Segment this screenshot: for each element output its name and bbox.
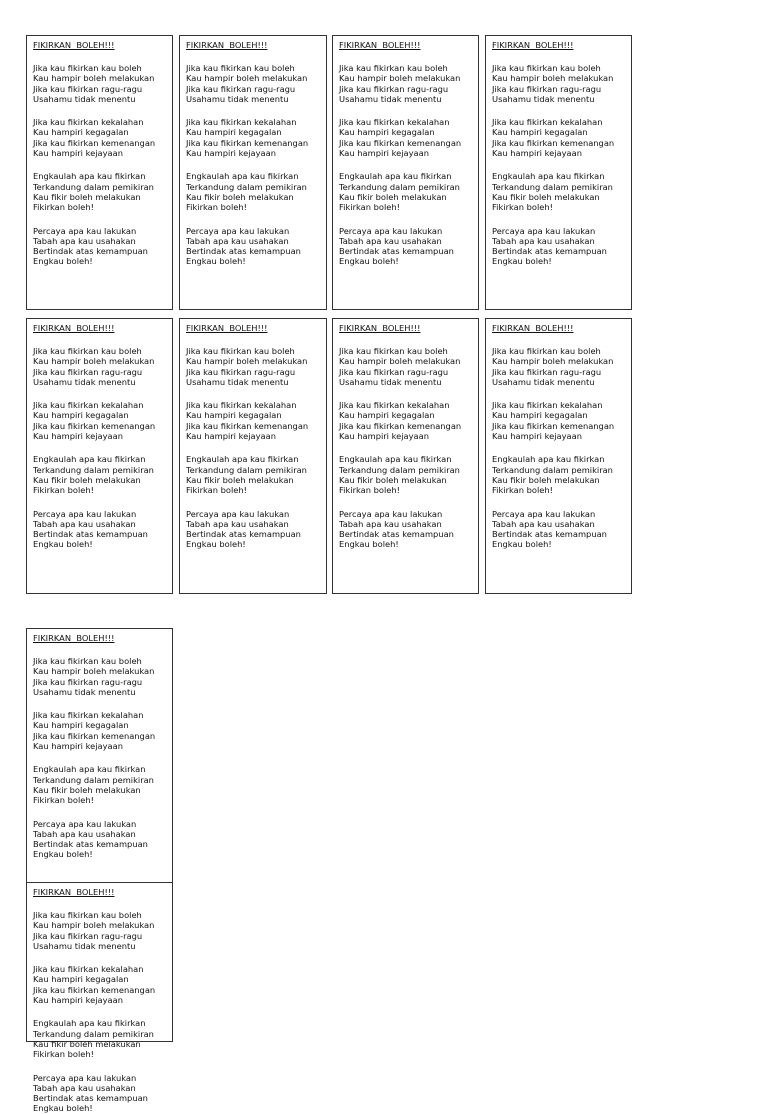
poem-line: Jika kau fikirkan kekalahan [492, 400, 603, 411]
poem-stanza [33, 226, 172, 267]
poem-line: Jika kau fikirkan kemenangan [33, 137, 156, 148]
poem-line: Percaya apa kau lakukan [492, 225, 596, 236]
poem-stanza [492, 509, 631, 550]
poem-line: Fikirkan boleh! [33, 1049, 94, 1060]
poem-line: Kau hampir boleh melakukan [492, 356, 614, 367]
poem-stanza [492, 171, 631, 212]
poem-line: Engkau boleh! [33, 256, 93, 267]
poem-line: Jika kau fikirkan kemenangan [339, 420, 462, 431]
poem-card [179, 35, 327, 310]
poem-line: Jika kau fikirkan ragu-ragu [492, 366, 602, 377]
poem-line: Jika kau fikirkan kekalahan [492, 117, 603, 128]
poem-line: Bertindak atas kemampuan [33, 839, 148, 850]
poem-title: FIKIRKAN BOLEH!!! [186, 40, 268, 50]
poem-line: Engkau boleh! [339, 256, 399, 267]
poem-stanza [339, 63, 478, 104]
poem-line: Bertindak atas kemampuan [339, 529, 454, 540]
poem-line: Fikirkan boleh! [33, 795, 94, 806]
poem-stanza [33, 1018, 172, 1059]
poem-line: Percaya apa kau lakukan [492, 508, 596, 519]
poem-line: Tabah apa kau usahakan [186, 235, 289, 246]
poem-line: Terkandung dalam pemikiran [492, 464, 613, 475]
poem-line: Jika kau fikirkan ragu-ragu [339, 366, 449, 377]
poem-line: Jika kau fikirkan kemenangan [33, 420, 156, 431]
poem-stanza [186, 117, 326, 158]
poem-stanza [186, 400, 326, 441]
poem-card [332, 35, 479, 310]
poem-line: Jika kau fikirkan kau boleh [33, 346, 142, 356]
poem-line: Tabah apa kau usahakan [33, 1082, 136, 1093]
poem-line: Kau fikir boleh melakukan [33, 191, 141, 202]
poem-line: Usahamu tidak menentu [492, 93, 595, 104]
poem-line: Kau hampiri kegagalan [33, 974, 129, 985]
poem-line: Percaya apa kau lakukan [186, 225, 290, 236]
poem-line: Usahamu tidak menentu [186, 93, 289, 104]
poem-stanza [339, 171, 478, 212]
poem-line: Jika kau fikirkan kemenangan [186, 137, 309, 148]
poem-line: Jika kau fikirkan kau boleh [339, 63, 448, 73]
poem-card [26, 628, 173, 883]
poem-line: Jika kau fikirkan kemenangan [492, 137, 615, 148]
poem-stanza [492, 454, 631, 495]
poem-line: Fikirkan boleh! [186, 202, 247, 213]
poem-title: FIKIRKAN BOLEH!!! [33, 633, 115, 643]
poem-stanza [492, 400, 631, 441]
poem-title: FIKIRKAN BOLEH!!! [33, 40, 115, 50]
poem-line: Engkaulah apa kau fikirkan [339, 171, 452, 182]
poem-line: Tabah apa kau usahakan [33, 235, 136, 246]
poem-line: Kau hampiri kegagalan [492, 410, 588, 421]
poem-line: Jika kau fikirkan kekalahan [339, 400, 450, 411]
poem-line: Jika kau fikirkan ragu-ragu [33, 930, 143, 941]
poem-line: Engkau boleh! [186, 539, 246, 550]
poem-line: Jika kau fikirkan kekalahan [33, 400, 144, 411]
poem-line: Kau hampir boleh melakukan [186, 73, 308, 84]
poem-stanza [33, 710, 172, 751]
poem-line: Jika kau fikirkan kemenangan [33, 984, 156, 995]
poem-line: Jika kau fikirkan kau boleh [186, 346, 295, 356]
poem-line: Jika kau fikirkan kau boleh [33, 656, 142, 666]
poem-line: Kau hampir boleh melakukan [33, 73, 155, 84]
poem-line: Jika kau fikirkan ragu-ragu [33, 366, 143, 377]
poem-line: Jika kau fikirkan ragu-ragu [186, 366, 296, 377]
poem-title: FIKIRKAN BOLEH!!! [492, 323, 574, 333]
poem-line: Jika kau fikirkan kau boleh [33, 63, 142, 73]
poem-line: Jika kau fikirkan kau boleh [186, 63, 295, 73]
poem-line: Kau hampir boleh melakukan [33, 666, 155, 677]
poem-line: Terkandung dalam pemikiran [339, 464, 460, 475]
poem-line: Fikirkan boleh! [339, 202, 400, 213]
poem-title: FIKIRKAN BOLEH!!! [186, 323, 268, 333]
poem-line: Fikirkan boleh! [186, 485, 247, 496]
poem-stanza [33, 964, 172, 1005]
poem-line: Tabah apa kau usahakan [492, 235, 595, 246]
poem-line: Engkau boleh! [492, 539, 552, 550]
poem-line: Usahamu tidak menentu [33, 940, 136, 951]
poem-line: Kau hampiri kejayaan [339, 431, 429, 442]
poem-line: Kau hampiri kegagalan [186, 410, 282, 421]
poem-line: Jika kau fikirkan kekalahan [339, 117, 450, 128]
poem-stanza [339, 226, 478, 267]
poem-stanza [186, 226, 326, 267]
poem-stanza [33, 1073, 172, 1114]
poem-line: Engkaulah apa kau fikirkan [339, 454, 452, 465]
poem-stanza [186, 63, 326, 104]
poem-line: Jika kau fikirkan kekalahan [33, 117, 144, 128]
poem-line: Percaya apa kau lakukan [339, 508, 443, 519]
poem-line: Kau hampir boleh melakukan [339, 356, 461, 367]
poem-line: Kau hampiri kegagalan [339, 410, 435, 421]
poem-card [26, 882, 173, 1114]
poem-line: Kau fikir boleh melakukan [186, 191, 294, 202]
poem-line: Kau hampiri kegagalan [339, 127, 435, 138]
poem-line: Percaya apa kau lakukan [33, 1072, 137, 1083]
poem-line: Kau hampiri kegagalan [33, 720, 129, 731]
poem-line: Kau fikir boleh melakukan [33, 784, 141, 795]
poem-stanza [33, 910, 172, 951]
poem-title: FIKIRKAN BOLEH!!! [33, 323, 115, 333]
poem-line: Engkaulah apa kau fikirkan [186, 171, 299, 182]
poem-stanza [33, 656, 172, 697]
poem-line: Kau fikir boleh melakukan [33, 474, 141, 485]
poem-line: Kau hampiri kejayaan [492, 431, 582, 442]
poem-line: Kau hampiri kejayaan [339, 148, 429, 159]
poem-stanza [33, 117, 172, 158]
poem-line: Usahamu tidak menentu [33, 93, 136, 104]
poem-line: Fikirkan boleh! [492, 202, 553, 213]
poem-card [485, 318, 632, 594]
poem-line: Engkau boleh! [33, 539, 93, 550]
poem-stanza [33, 764, 172, 805]
poem-card [179, 318, 327, 594]
poem-line: Terkandung dalam pemikiran [33, 464, 154, 475]
poem-line: Engkaulah apa kau fikirkan [33, 1018, 146, 1029]
poem-card [485, 35, 632, 310]
poem-line: Percaya apa kau lakukan [186, 508, 290, 519]
poem-line: Engkau boleh! [339, 539, 399, 550]
poem-line: Jika kau fikirkan kau boleh [33, 910, 142, 920]
poem-stanza [492, 63, 631, 104]
poem-line: Kau hampir boleh melakukan [33, 356, 155, 367]
poem-line: Percaya apa kau lakukan [339, 225, 443, 236]
poem-line: Engkau boleh! [186, 256, 246, 267]
poem-stanza [33, 63, 172, 104]
poem-line: Kau fikir boleh melakukan [492, 191, 600, 202]
poem-stanza [33, 509, 172, 550]
poem-line: Jika kau fikirkan ragu-ragu [492, 83, 602, 94]
poem-stanza [186, 171, 326, 212]
poem-line: Jika kau fikirkan ragu-ragu [33, 676, 143, 687]
poem-line: Tabah apa kau usahakan [33, 518, 136, 529]
poem-line: Kau hampir boleh melakukan [33, 920, 155, 931]
poem-line: Jika kau fikirkan kekalahan [33, 964, 144, 975]
poem-card [26, 318, 173, 594]
poem-line: Kau fikir boleh melakukan [33, 1038, 141, 1049]
poem-line: Usahamu tidak menentu [339, 376, 442, 387]
poem-title: FIKIRKAN BOLEH!!! [492, 40, 574, 50]
poem-line: Terkandung dalam pemikiran [33, 774, 154, 785]
poem-line: Kau fikir boleh melakukan [339, 191, 447, 202]
poem-line: Fikirkan boleh! [339, 485, 400, 496]
poem-line: Bertindak atas kemampuan [186, 246, 301, 257]
poem-line: Kau hampir boleh melakukan [492, 73, 614, 84]
poem-line: Usahamu tidak menentu [186, 376, 289, 387]
poem-line: Bertindak atas kemampuan [492, 529, 607, 540]
poem-line: Usahamu tidak menentu [33, 376, 136, 387]
poem-stanza [339, 117, 478, 158]
poem-line: Engkaulah apa kau fikirkan [492, 171, 605, 182]
poem-stanza [339, 454, 478, 495]
poem-line: Jika kau fikirkan ragu-ragu [339, 83, 449, 94]
poem-line: Kau fikir boleh melakukan [186, 474, 294, 485]
poem-line: Kau hampiri kegagalan [33, 410, 129, 421]
poem-line: Engkaulah apa kau fikirkan [492, 454, 605, 465]
poem-line: Bertindak atas kemampuan [33, 246, 148, 257]
poem-stanza [492, 226, 631, 267]
poem-line: Jika kau fikirkan kemenangan [492, 420, 615, 431]
poem-line: Jika kau fikirkan kau boleh [339, 346, 448, 356]
poem-line: Terkandung dalam pemikiran [492, 181, 613, 192]
poem-line: Bertindak atas kemampuan [186, 529, 301, 540]
poem-line: Terkandung dalam pemikiran [33, 1028, 154, 1039]
poem-line: Kau fikir boleh melakukan [492, 474, 600, 485]
poem-line: Engkaulah apa kau fikirkan [186, 454, 299, 465]
poem-line: Fikirkan boleh! [492, 485, 553, 496]
poem-line: Jika kau fikirkan kau boleh [492, 63, 601, 73]
poem-line: Usahamu tidak menentu [339, 93, 442, 104]
poem-line: Tabah apa kau usahakan [186, 518, 289, 529]
poem-line: Bertindak atas kemampuan [492, 246, 607, 257]
poem-line: Bertindak atas kemampuan [339, 246, 454, 257]
poem-stanza [33, 346, 172, 387]
poem-card [26, 35, 173, 310]
poem-stanza [339, 400, 478, 441]
poem-stanza [339, 346, 478, 387]
poem-line: Kau fikir boleh melakukan [339, 474, 447, 485]
poem-stanza [492, 117, 631, 158]
poem-line: Percaya apa kau lakukan [33, 225, 137, 236]
poem-stanza [33, 400, 172, 441]
poem-line: Bertindak atas kemampuan [33, 529, 148, 540]
poem-card [332, 318, 479, 594]
poem-line: Tabah apa kau usahakan [339, 235, 442, 246]
poem-line: Usahamu tidak menentu [33, 686, 136, 697]
poem-line: Engkaulah apa kau fikirkan [33, 764, 146, 775]
poem-line: Kau hampiri kejayaan [33, 741, 123, 752]
poem-stanza [186, 454, 326, 495]
poem-line: Engkau boleh! [492, 256, 552, 267]
poem-line: Kau hampiri kegagalan [33, 127, 129, 138]
poem-title: FIKIRKAN BOLEH!!! [33, 887, 115, 897]
poem-line: Engkaulah apa kau fikirkan [33, 171, 146, 182]
poem-stanza [186, 509, 326, 550]
poem-line: Kau hampiri kejayaan [186, 148, 276, 159]
poem-line: Usahamu tidak menentu [492, 376, 595, 387]
poem-line: Terkandung dalam pemikiran [339, 181, 460, 192]
poem-line: Engkau boleh! [33, 849, 93, 860]
poem-line: Jika kau fikirkan kemenangan [33, 730, 156, 741]
poem-line: Jika kau fikirkan kekalahan [33, 710, 144, 721]
poem-line: Bertindak atas kemampuan [33, 1093, 148, 1104]
poem-line: Tabah apa kau usahakan [33, 828, 136, 839]
poem-line: Engkau boleh! [33, 1103, 93, 1114]
poem-title: FIKIRKAN BOLEH!!! [339, 323, 421, 333]
poem-line: Kau hampiri kejayaan [33, 431, 123, 442]
poem-line: Kau hampir boleh melakukan [339, 73, 461, 84]
poem-title: FIKIRKAN BOLEH!!! [339, 40, 421, 50]
poem-line: Kau hampiri kegagalan [186, 127, 282, 138]
poem-line: Jika kau fikirkan kemenangan [339, 137, 462, 148]
poem-stanza [339, 509, 478, 550]
poem-stanza [186, 346, 326, 387]
poem-line: Engkaulah apa kau fikirkan [33, 454, 146, 465]
poem-line: Fikirkan boleh! [33, 202, 94, 213]
poem-line: Kau hampiri kejayaan [33, 995, 123, 1006]
poem-line: Kau hampiri kejayaan [186, 431, 276, 442]
poem-line: Kau hampiri kejayaan [492, 148, 582, 159]
poem-line: Tabah apa kau usahakan [492, 518, 595, 529]
poem-stanza [33, 819, 172, 860]
poem-line: Tabah apa kau usahakan [339, 518, 442, 529]
poem-line: Jika kau fikirkan kekalahan [186, 117, 297, 128]
poem-line: Jika kau fikirkan kemenangan [186, 420, 309, 431]
poem-line: Percaya apa kau lakukan [33, 818, 137, 829]
poem-line: Jika kau fikirkan kau boleh [492, 346, 601, 356]
poem-line: Jika kau fikirkan kekalahan [186, 400, 297, 411]
poem-line: Jika kau fikirkan ragu-ragu [33, 83, 143, 94]
poem-stanza [33, 454, 172, 495]
poem-line: Terkandung dalam pemikiran [33, 181, 154, 192]
poem-stanza [492, 346, 631, 387]
poem-line: Fikirkan boleh! [33, 485, 94, 496]
poem-line: Kau hampir boleh melakukan [186, 356, 308, 367]
poem-line: Jika kau fikirkan ragu-ragu [186, 83, 296, 94]
poem-line: Kau hampiri kegagalan [492, 127, 588, 138]
poem-line: Terkandung dalam pemikiran [186, 464, 307, 475]
poem-line: Terkandung dalam pemikiran [186, 181, 307, 192]
poem-stanza [33, 171, 172, 212]
poem-line: Percaya apa kau lakukan [33, 508, 137, 519]
poem-line: Kau hampiri kejayaan [33, 148, 123, 159]
